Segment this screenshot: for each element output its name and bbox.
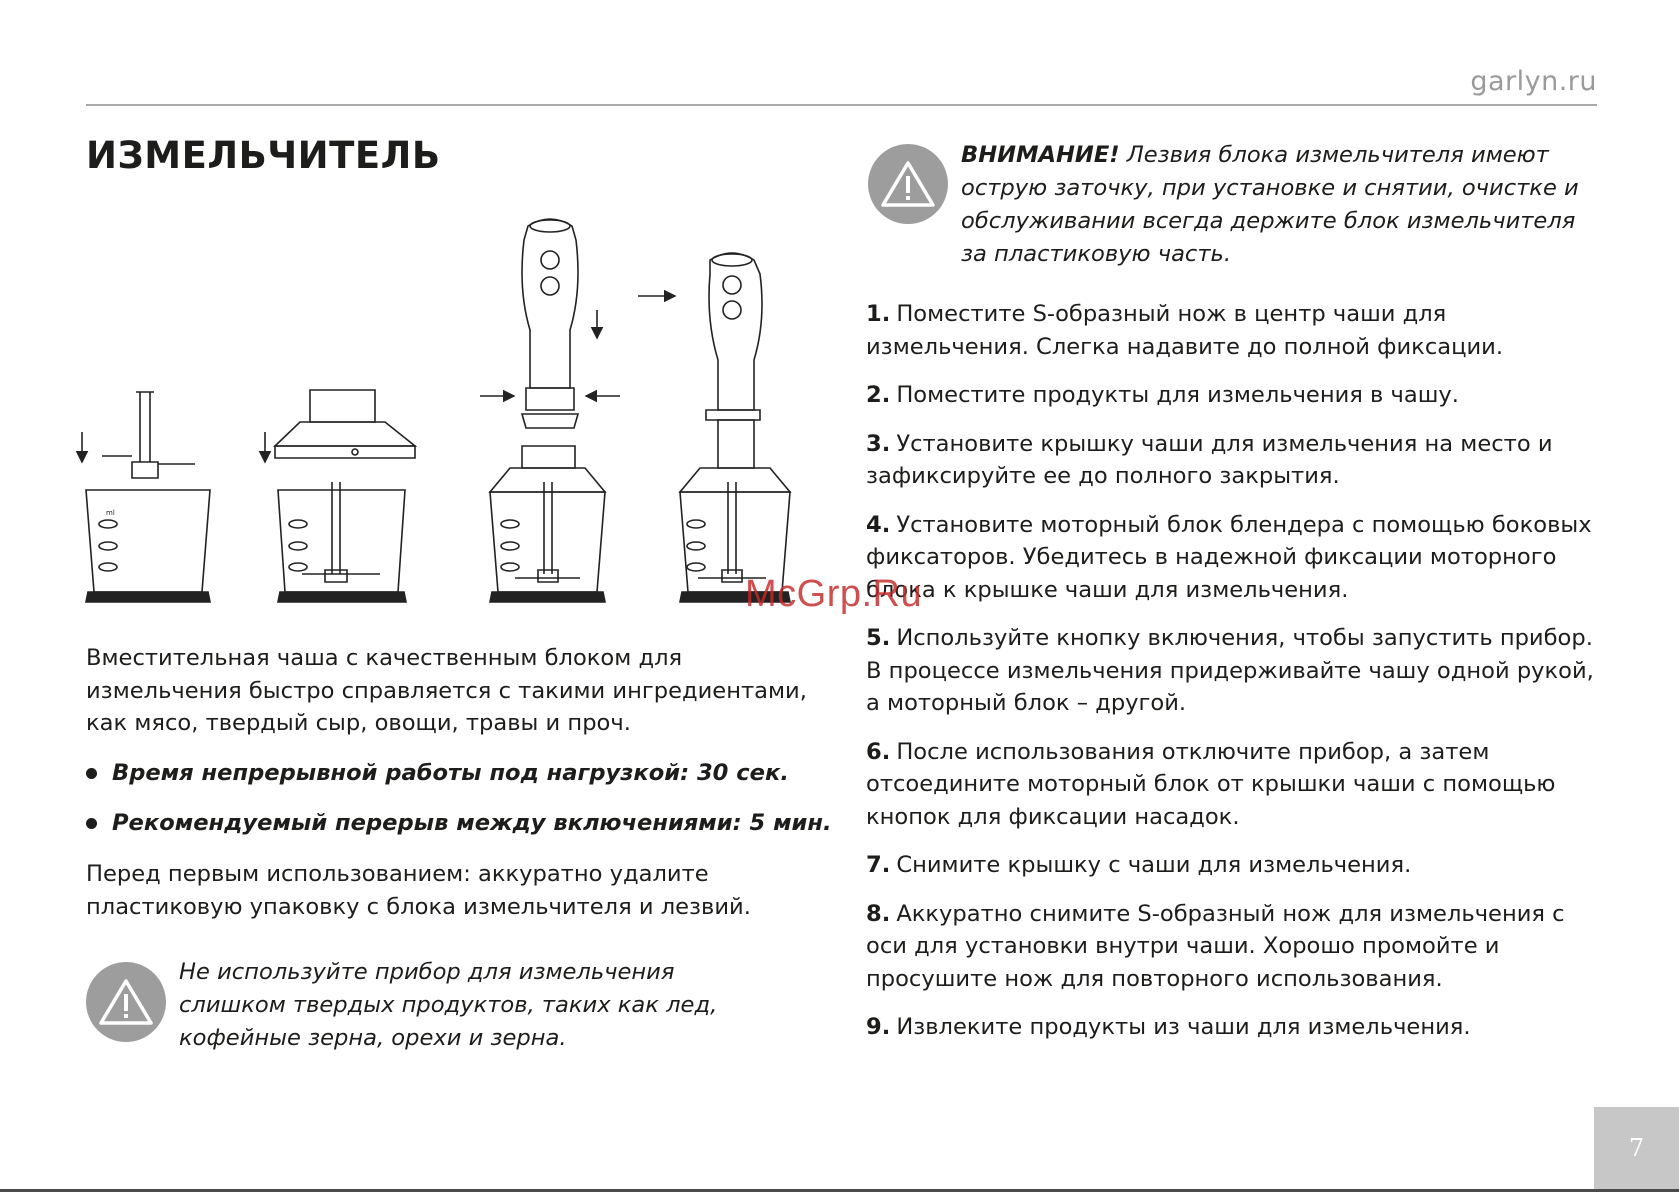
step-item: 1. Поместите S-образный нож в центр чаши для измельчения. Слегка надавите до полной фиксации.: [866, 301, 1504, 360]
watermark: McGrp.Ru: [745, 573, 923, 615]
step-item: 8. Аккуратно снимите S-образный нож для измельчения с оси для установки внутри чаши. Хорошо промойте и просушите нож для повторного использования.: [866, 900, 1565, 992]
svg-text:ml: ml: [106, 509, 115, 517]
attention-warning-icon: [868, 144, 948, 224]
assembly-illustration: [70, 210, 840, 620]
bullet-recommended-pause: [86, 810, 846, 836]
bullet-dot: [86, 768, 97, 779]
before-use-paragraph: Перед первым использованием: аккуратно удалите пластиковую упаковку с блока измельчителя и лезвий.: [86, 861, 751, 920]
stage-blade-into-bowl: [82, 392, 210, 602]
attention-label: ВНИМАНИЕ!: [961, 142, 1120, 168]
instruction-steps: [866, 298, 1601, 1060]
bullet-text: Рекомендуемый перерыв между включениями: 5 мин.: [112, 810, 832, 836]
bullet-continuous-work: [86, 760, 846, 786]
warning-icon: [86, 962, 166, 1042]
step-item: 3. Установите крышку чаши для измельчения на место и зафиксируйте ее до полного закрытия.: [866, 430, 1553, 489]
attention-text: Лезвия блока измельчителя имеют острую заточку, при установке и снятии, очистке и обслуживании всегда держите блок измельчителя за пластиковую часть.: [961, 142, 1579, 267]
step-item: 2. Поместите продукты для измельчения в чашу.: [866, 382, 1459, 408]
stage-lid-onto-bowl: [265, 390, 415, 602]
header-divider: [86, 104, 1597, 106]
step-item: 5. Используйте кнопку включения, чтобы запустить прибор. В процессе измельчения придерживайте чашу одной рукой, а моторный блок – другой.: [866, 625, 1594, 716]
step-item: 6. После использования отключите прибор, а затем отсоедините моторный блок от крышки чаши с помощью кнопок для фиксации насадок.: [866, 738, 1556, 830]
attention-note: [961, 139, 1586, 271]
bullet-text: Время непрерывной работы под нагрузкой: 30 сек.: [112, 760, 789, 786]
caution-note: Не используйте прибор для измельчения слишком твердых продуктов, таких как лед, кофейные зерна, орехи и зерна.: [179, 959, 718, 1051]
page-number: 7: [1594, 1107, 1679, 1189]
step-item: 7. Снимите крышку с чаши для измельчения.: [866, 852, 1412, 878]
intro-paragraph: Вместительная чаша с качественным блоком для измельчения быстро справляется с такими ингредиентами, как мясо, твердый сыр, овощи, травы и проч.: [86, 645, 807, 736]
bullet-dot: [86, 818, 97, 829]
stage-assembled: [638, 253, 790, 602]
stage-motor-above-bowl: [480, 219, 620, 602]
site-url: garlyn.ru: [1470, 66, 1597, 97]
step-item: 9. Извлеките продукты из чаши для измельчения.: [866, 1014, 1471, 1040]
step-item: 4. Установите моторный блок блендера с помощью боковых фиксаторов. Убедитесь в надежной фиксации моторного блока к крышке чаши для измельчения.: [866, 511, 1592, 603]
page-title: ИЗМЕЛЬЧИТЕЛЬ: [86, 134, 441, 177]
